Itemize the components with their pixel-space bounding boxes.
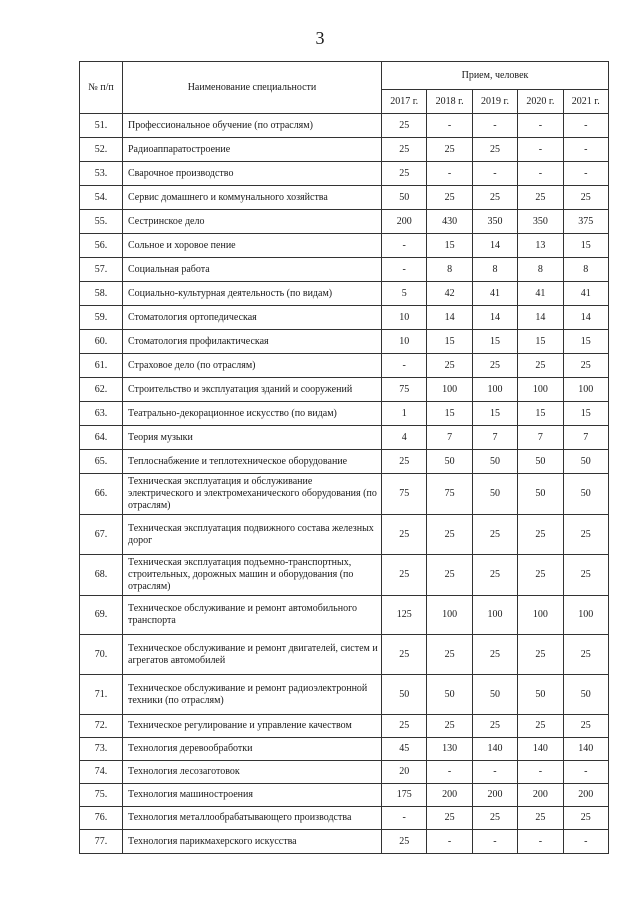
table-row (80, 282, 609, 306)
admission-value: 140 (563, 738, 608, 761)
table-row (80, 761, 609, 784)
admission-value: - (472, 830, 517, 854)
admission-value: 75 (382, 474, 427, 515)
admission-value: 25 (563, 186, 608, 210)
admission-value: 20 (382, 761, 427, 784)
admission-value: 140 (518, 738, 563, 761)
admission-value: 25 (382, 450, 427, 474)
admission-value: - (563, 162, 608, 186)
specialty-name: Профессиональное обучение (по отраслям) (123, 114, 382, 138)
admission-value: 15 (518, 402, 563, 426)
table-row (80, 715, 609, 738)
row-number: 62. (80, 378, 123, 402)
header-year: 2018 г. (427, 90, 472, 114)
table-row (80, 426, 609, 450)
admission-value: - (472, 761, 517, 784)
admission-value: 42 (427, 282, 472, 306)
admission-value: 13 (518, 234, 563, 258)
row-number: 73. (80, 738, 123, 761)
admission-value: - (563, 830, 608, 854)
admission-value: 350 (518, 210, 563, 234)
admission-value: 15 (563, 402, 608, 426)
admission-value: 25 (563, 515, 608, 555)
admission-value: 15 (472, 402, 517, 426)
admission-value: 25 (472, 138, 517, 162)
specialty-name: Техническое обслуживание и ремонт двигателей, систем и агрегатов автомобилей (123, 635, 382, 675)
row-number: 60. (80, 330, 123, 354)
specialty-name: Технология металлообрабатывающего производства (123, 807, 382, 830)
specialty-name: Техническое обслуживание и ремонт автомобильного транспорта (123, 596, 382, 635)
admission-value: 10 (382, 330, 427, 354)
admission-value: 50 (472, 450, 517, 474)
specialty-name: Сварочное производство (123, 162, 382, 186)
admission-value: 125 (382, 596, 427, 635)
table-row (80, 258, 609, 282)
specialty-name: Стоматология ортопедическая (123, 306, 382, 330)
table-row (80, 354, 609, 378)
admission-value: 25 (427, 555, 472, 596)
admission-value: 75 (382, 378, 427, 402)
specialty-name: Социально-культурная деятельность (по видам) (123, 282, 382, 306)
admission-value: 1 (382, 402, 427, 426)
table-row (80, 635, 609, 675)
admission-value: 25 (563, 807, 608, 830)
specialty-name: Сольное и хоровое пение (123, 234, 382, 258)
row-number: 72. (80, 715, 123, 738)
row-number: 61. (80, 354, 123, 378)
specialty-name: Технология лесозаготовок (123, 761, 382, 784)
admission-value: 25 (382, 635, 427, 675)
table-row (80, 402, 609, 426)
admission-value: 25 (563, 635, 608, 675)
admission-value: 50 (518, 474, 563, 515)
row-number: 54. (80, 186, 123, 210)
row-number: 53. (80, 162, 123, 186)
admission-value: 15 (518, 330, 563, 354)
specialty-name: Технология деревообработки (123, 738, 382, 761)
specialty-name: Технология парикмахерского искусства (123, 830, 382, 854)
admission-value: 100 (518, 378, 563, 402)
admission-value: 50 (427, 450, 472, 474)
admission-value: 25 (382, 515, 427, 555)
admission-value: 50 (472, 675, 517, 715)
specialty-name: Технология машиностроения (123, 784, 382, 807)
specialty-name: Театрально-декорационное искусство (по видам) (123, 402, 382, 426)
table-row (80, 234, 609, 258)
table-row (80, 306, 609, 330)
specialty-name: Стоматология профилактическая (123, 330, 382, 354)
table-row (80, 186, 609, 210)
admission-value: - (563, 114, 608, 138)
table-row (80, 474, 609, 515)
admission-value: - (427, 830, 472, 854)
table-row (80, 675, 609, 715)
admission-value: 100 (563, 378, 608, 402)
admission-value: - (563, 761, 608, 784)
admission-value: 375 (563, 210, 608, 234)
admission-value: 200 (563, 784, 608, 807)
row-number: 67. (80, 515, 123, 555)
table-row (80, 114, 609, 138)
admission-value: 25 (427, 807, 472, 830)
admission-value: 14 (563, 306, 608, 330)
table-row (80, 555, 609, 596)
row-number: 51. (80, 114, 123, 138)
header-reception: Прием, человек (382, 62, 609, 90)
admission-value: 15 (563, 330, 608, 354)
admission-value: - (518, 162, 563, 186)
table-row (80, 515, 609, 555)
row-number: 66. (80, 474, 123, 515)
admission-value: - (518, 761, 563, 784)
admission-value: 41 (518, 282, 563, 306)
row-number: 56. (80, 234, 123, 258)
admission-value: 8 (427, 258, 472, 282)
table-row (80, 830, 609, 854)
admission-value: 50 (382, 675, 427, 715)
admission-table (79, 61, 609, 854)
admission-value: 25 (472, 807, 517, 830)
header-year: 2020 г. (518, 90, 563, 114)
admission-value: 25 (472, 635, 517, 675)
row-number: 68. (80, 555, 123, 596)
specialty-name: Радиоаппаратостроение (123, 138, 382, 162)
admission-value: 25 (518, 515, 563, 555)
admission-value: - (427, 761, 472, 784)
admission-value: 25 (382, 162, 427, 186)
admission-value: 8 (518, 258, 563, 282)
admission-value: 25 (518, 715, 563, 738)
table-row (80, 378, 609, 402)
admission-value: 100 (427, 596, 472, 635)
admission-value: 7 (427, 426, 472, 450)
admission-value: 50 (518, 450, 563, 474)
admission-value: 75 (427, 474, 472, 515)
admission-value: 25 (472, 555, 517, 596)
row-number: 59. (80, 306, 123, 330)
row-number: 57. (80, 258, 123, 282)
admission-value: 7 (563, 426, 608, 450)
admission-value: 25 (382, 555, 427, 596)
admission-value: 50 (563, 474, 608, 515)
table-row (80, 807, 609, 830)
specialty-name: Социальная работа (123, 258, 382, 282)
admission-value: 25 (427, 138, 472, 162)
table-row (80, 162, 609, 186)
table-row (80, 450, 609, 474)
admission-value: 15 (427, 234, 472, 258)
specialty-name: Теория музыки (123, 426, 382, 450)
specialty-name: Техническая эксплуатация и обслуживание электрического и электромеханического оборудования (по отраслям) (123, 474, 382, 515)
row-number: 75. (80, 784, 123, 807)
row-number: 70. (80, 635, 123, 675)
admission-value: 50 (382, 186, 427, 210)
row-number: 52. (80, 138, 123, 162)
admission-value: 175 (382, 784, 427, 807)
admission-value: 100 (563, 596, 608, 635)
header-num: № п/п (80, 62, 123, 114)
row-number: 74. (80, 761, 123, 784)
admission-value: 100 (472, 378, 517, 402)
admission-value: 50 (472, 474, 517, 515)
admission-value: 8 (563, 258, 608, 282)
row-number: 63. (80, 402, 123, 426)
admission-value: - (518, 138, 563, 162)
admission-value: 25 (563, 715, 608, 738)
admission-value: 100 (472, 596, 517, 635)
admission-value: 50 (427, 675, 472, 715)
admission-value: 25 (427, 635, 472, 675)
table-row (80, 784, 609, 807)
row-number: 64. (80, 426, 123, 450)
row-number: 65. (80, 450, 123, 474)
admission-value: - (472, 114, 517, 138)
admission-value: 25 (518, 186, 563, 210)
row-number: 71. (80, 675, 123, 715)
table-row (80, 596, 609, 635)
admission-value: 15 (427, 330, 472, 354)
table-row (80, 738, 609, 761)
admission-value: 25 (518, 807, 563, 830)
row-number: 77. (80, 830, 123, 854)
admission-value: 25 (518, 354, 563, 378)
admission-value: 25 (563, 555, 608, 596)
specialty-name: Сервис домашнего и коммунального хозяйства (123, 186, 382, 210)
admission-value: 100 (427, 378, 472, 402)
specialty-name: Техническая эксплуатация подъемно-транспортных, строительных, дорожных машин и оборудования (по отраслям) (123, 555, 382, 596)
admission-value: 25 (427, 186, 472, 210)
header-year: 2019 г. (472, 90, 517, 114)
admission-value: 25 (518, 555, 563, 596)
admission-value: 50 (563, 675, 608, 715)
admission-value: - (382, 354, 427, 378)
admission-value: - (382, 807, 427, 830)
admission-value: 8 (472, 258, 517, 282)
admission-value: 41 (472, 282, 517, 306)
admission-value: 100 (518, 596, 563, 635)
admission-value: 25 (563, 354, 608, 378)
admission-value: 200 (472, 784, 517, 807)
admission-value: 14 (472, 234, 517, 258)
specialty-name: Техническое обслуживание и ремонт радиоэлектронной техники (по отраслям) (123, 675, 382, 715)
header-year: 2021 г. (563, 90, 608, 114)
admission-value: 430 (427, 210, 472, 234)
admission-value: 14 (427, 306, 472, 330)
row-number: 55. (80, 210, 123, 234)
admission-value: - (382, 258, 427, 282)
admission-value: 25 (427, 515, 472, 555)
specialty-name: Строительство и эксплуатация зданий и сооружений (123, 378, 382, 402)
admission-value: 7 (472, 426, 517, 450)
admission-value: - (427, 114, 472, 138)
admission-value: 200 (382, 210, 427, 234)
header-name: Наименование специальности (123, 62, 382, 114)
admission-value: 130 (427, 738, 472, 761)
admission-value: 200 (518, 784, 563, 807)
admission-value: 50 (563, 450, 608, 474)
admission-value: 25 (518, 635, 563, 675)
admission-value: - (563, 138, 608, 162)
admission-value: 25 (472, 715, 517, 738)
admission-value: - (472, 162, 517, 186)
admission-value: 10 (382, 306, 427, 330)
admission-value: 25 (427, 715, 472, 738)
admission-value: 7 (518, 426, 563, 450)
admission-value: 25 (427, 354, 472, 378)
admission-value: - (382, 234, 427, 258)
admission-value: - (518, 830, 563, 854)
admission-value: 200 (427, 784, 472, 807)
admission-value: 14 (472, 306, 517, 330)
table-row (80, 138, 609, 162)
admission-value: 25 (472, 515, 517, 555)
admission-value: - (518, 114, 563, 138)
admission-value: 4 (382, 426, 427, 450)
admission-value: 15 (427, 402, 472, 426)
admission-value: 25 (472, 186, 517, 210)
admission-value: 25 (472, 354, 517, 378)
admission-value: 50 (518, 675, 563, 715)
header-year: 2017 г. (382, 90, 427, 114)
table-row (80, 330, 609, 354)
specialty-name: Теплоснабжение и теплотехническое оборудование (123, 450, 382, 474)
specialty-name: Страховое дело (по отраслям) (123, 354, 382, 378)
table-row (80, 210, 609, 234)
row-number: 69. (80, 596, 123, 635)
admission-value: 25 (382, 830, 427, 854)
row-number: 76. (80, 807, 123, 830)
admission-value: 15 (563, 234, 608, 258)
admission-value: 25 (382, 715, 427, 738)
admission-value: 14 (518, 306, 563, 330)
admission-value: 350 (472, 210, 517, 234)
admission-value: 5 (382, 282, 427, 306)
row-number: 58. (80, 282, 123, 306)
admission-value: 25 (382, 138, 427, 162)
specialty-name: Техническая эксплуатация подвижного состава железных дорог (123, 515, 382, 555)
admission-value: 25 (382, 114, 427, 138)
admission-value: - (427, 162, 472, 186)
page-number: 3 (315, 28, 325, 48)
specialty-name: Сестринское дело (123, 210, 382, 234)
admission-value: 45 (382, 738, 427, 761)
specialty-name: Техническое регулирование и управление качеством (123, 715, 382, 738)
admission-value: 140 (472, 738, 517, 761)
admission-value: 41 (563, 282, 608, 306)
admission-value: 15 (472, 330, 517, 354)
